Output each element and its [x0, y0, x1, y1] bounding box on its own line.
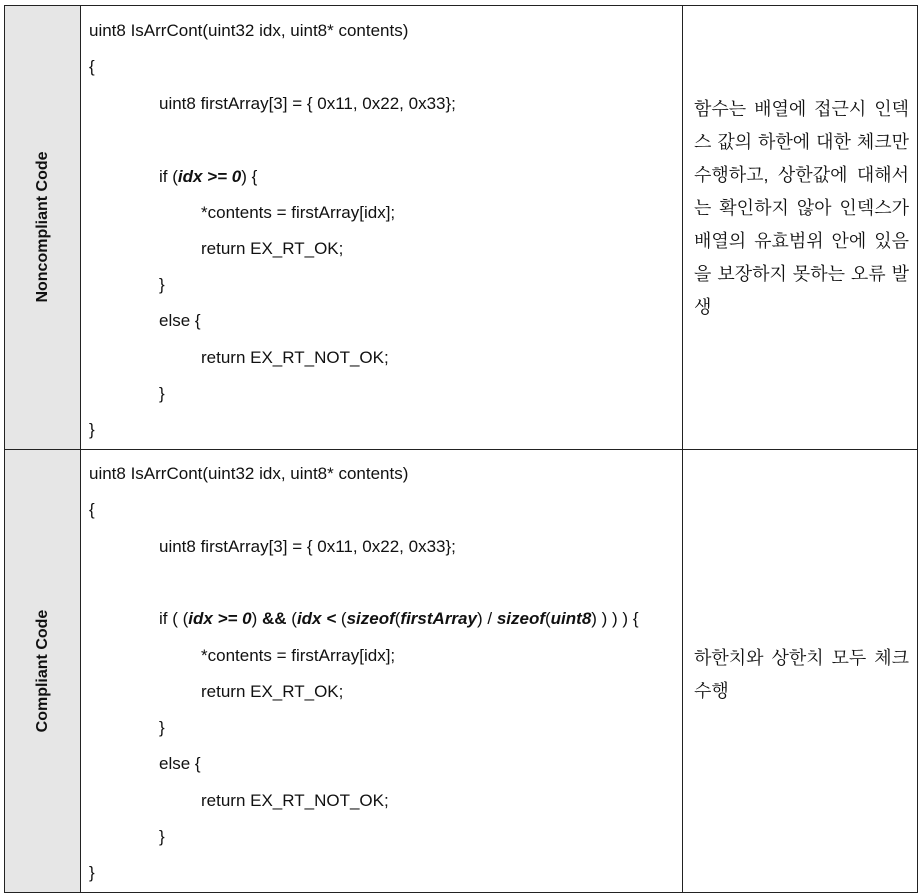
code-line: } — [159, 826, 165, 846]
compliant-row — [5, 449, 918, 893]
noncompliant-label-cell — [5, 6, 81, 450]
code-line: uint8 firstArray[3] = { 0x11, 0x22, 0x33}; — [159, 94, 456, 113]
code-line: } — [89, 862, 95, 882]
noncompliant-description: 함수는 배열에 접근시 인덱스 값의 하한에 대한 체크만 수행하고, 상한값에 대해서는 확인하지 않아 인덱스가 배열의 유효범위 안에 있음을 보장하지 못하는 오류 발생 — [694, 99, 909, 317]
code-line: uint8 IsArrCont(uint32 idx, uint8* contents) — [89, 463, 409, 483]
code-line: else { — [159, 311, 201, 330]
code-line: { — [89, 499, 95, 519]
code-line: } — [159, 717, 165, 737]
code-line: } — [159, 275, 165, 294]
code-comparison-table — [4, 5, 918, 893]
compliant-label: Compliant Code — [33, 609, 51, 733]
code-line: } — [89, 420, 95, 439]
code-line: return EX_RT_NOT_OK; — [201, 348, 389, 367]
code-line: { — [89, 57, 95, 76]
code-line-if: if ( (idx >= 0) && (idx < (sizeof(firstArray) / sizeof(uint8) ) ) ) { — [159, 608, 639, 628]
compliant-description-cell — [683, 449, 918, 893]
code-line: else { — [159, 753, 201, 773]
compliant-label-cell — [5, 449, 81, 893]
code-line: *contents = firstArray[idx]; — [201, 203, 396, 222]
noncompliant-description-cell — [683, 6, 918, 450]
code-line-if: if (idx >= 0) { — [159, 167, 258, 186]
noncompliant-row — [5, 6, 918, 450]
code-line: } — [159, 384, 165, 403]
code-line: return EX_RT_NOT_OK; — [201, 790, 389, 810]
noncompliant-label: Noncompliant Code — [33, 151, 51, 303]
code-line: return EX_RT_OK; — [201, 681, 344, 701]
compliant-code-cell — [81, 449, 683, 893]
compliant-description: 하한치와 상한치 모두 체크 수행 — [694, 647, 909, 701]
code-line: uint8 firstArray[3] = { 0x11, 0x22, 0x33}; — [159, 536, 456, 556]
noncompliant-code-cell — [81, 6, 683, 450]
code-line: *contents = firstArray[idx]; — [201, 645, 396, 665]
code-line: return EX_RT_OK; — [201, 239, 344, 258]
code-line: uint8 IsArrCont(uint32 idx, uint8* contents) — [89, 21, 409, 40]
